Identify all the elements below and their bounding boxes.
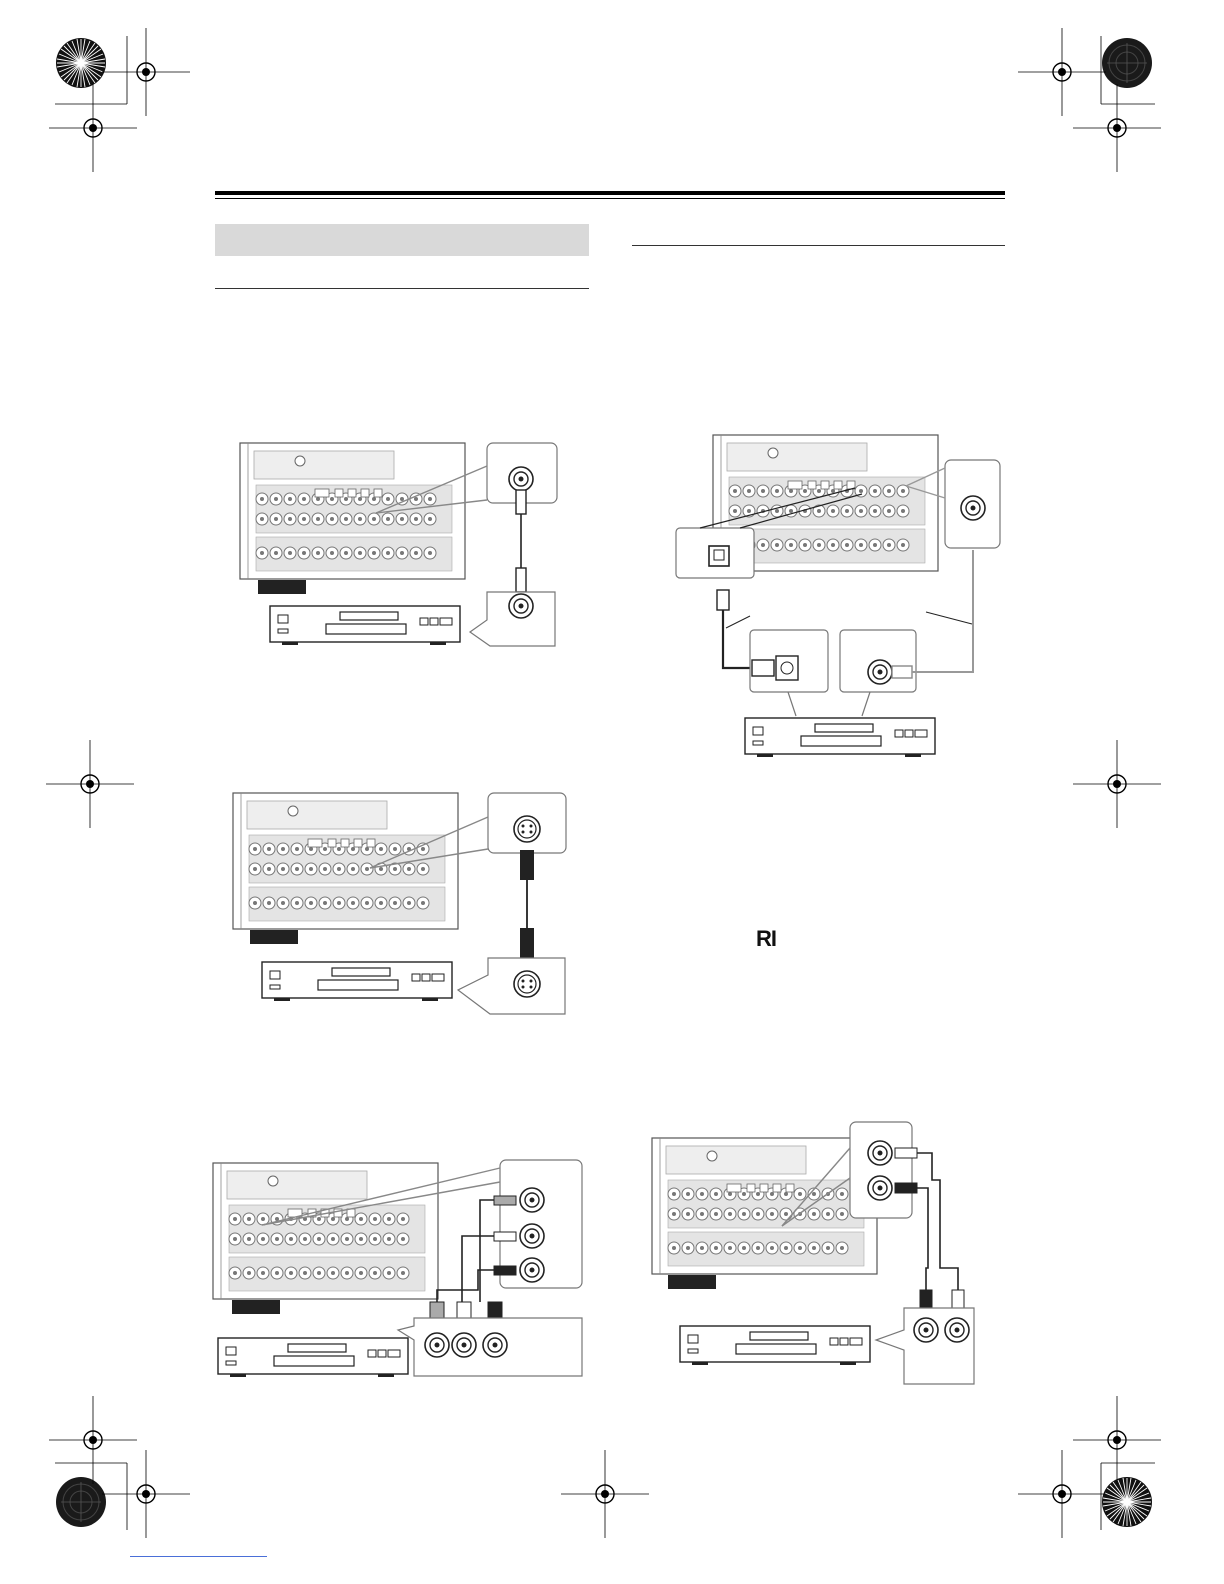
figure-composite-video (240, 443, 557, 646)
figure-digital-audio (676, 435, 1000, 757)
registration-marks (46, 28, 1161, 1538)
ri-logo-icon: RI (756, 926, 776, 951)
figure-s-video (233, 793, 566, 1014)
figure-component-video (213, 1160, 582, 1377)
figure-analog-audio (652, 1122, 974, 1384)
